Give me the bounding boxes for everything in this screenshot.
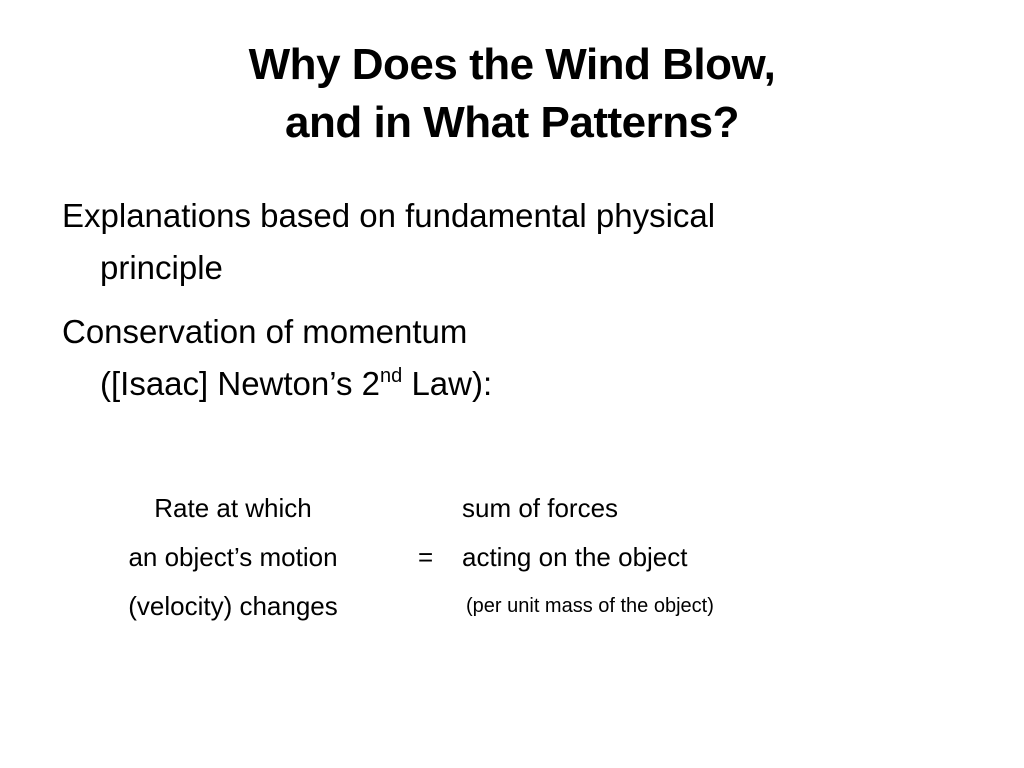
equation-left-line: (velocity) changes	[128, 591, 338, 621]
ordinal-superscript: nd	[380, 365, 403, 387]
equation-left-line: Rate at which	[154, 493, 312, 523]
title-line-2: and in What Patterns?	[285, 98, 739, 147]
title-line-1: Why Does the Wind Blow,	[248, 40, 776, 89]
equation-right-note: (per unit mass of the object)	[466, 595, 714, 617]
equation-left-side	[88, 490, 378, 637]
equals-sign: =	[418, 542, 434, 572]
newton-law-suffix: Law):	[402, 365, 493, 402]
bullet-list	[62, 190, 962, 422]
equation-right-line: acting on the object	[462, 542, 688, 572]
bullet-text-continued	[100, 358, 962, 410]
bullet-text: Explanations based on fundamental physical	[62, 197, 716, 234]
slide-title	[0, 36, 1024, 152]
bullet-text-continued: principle	[100, 249, 223, 286]
equation-right-line: sum of forces	[462, 493, 619, 523]
equation-left-line: an object’s motion	[128, 542, 338, 572]
equation-right-side	[462, 490, 782, 637]
newton-law-prefix: ([Isaac] Newton’s 2	[100, 365, 381, 402]
bullet-conservation	[62, 306, 962, 410]
word-equation	[0, 490, 1024, 640]
bullet-explanations	[62, 190, 962, 294]
bullet-text: Conservation of momentum	[62, 313, 468, 350]
